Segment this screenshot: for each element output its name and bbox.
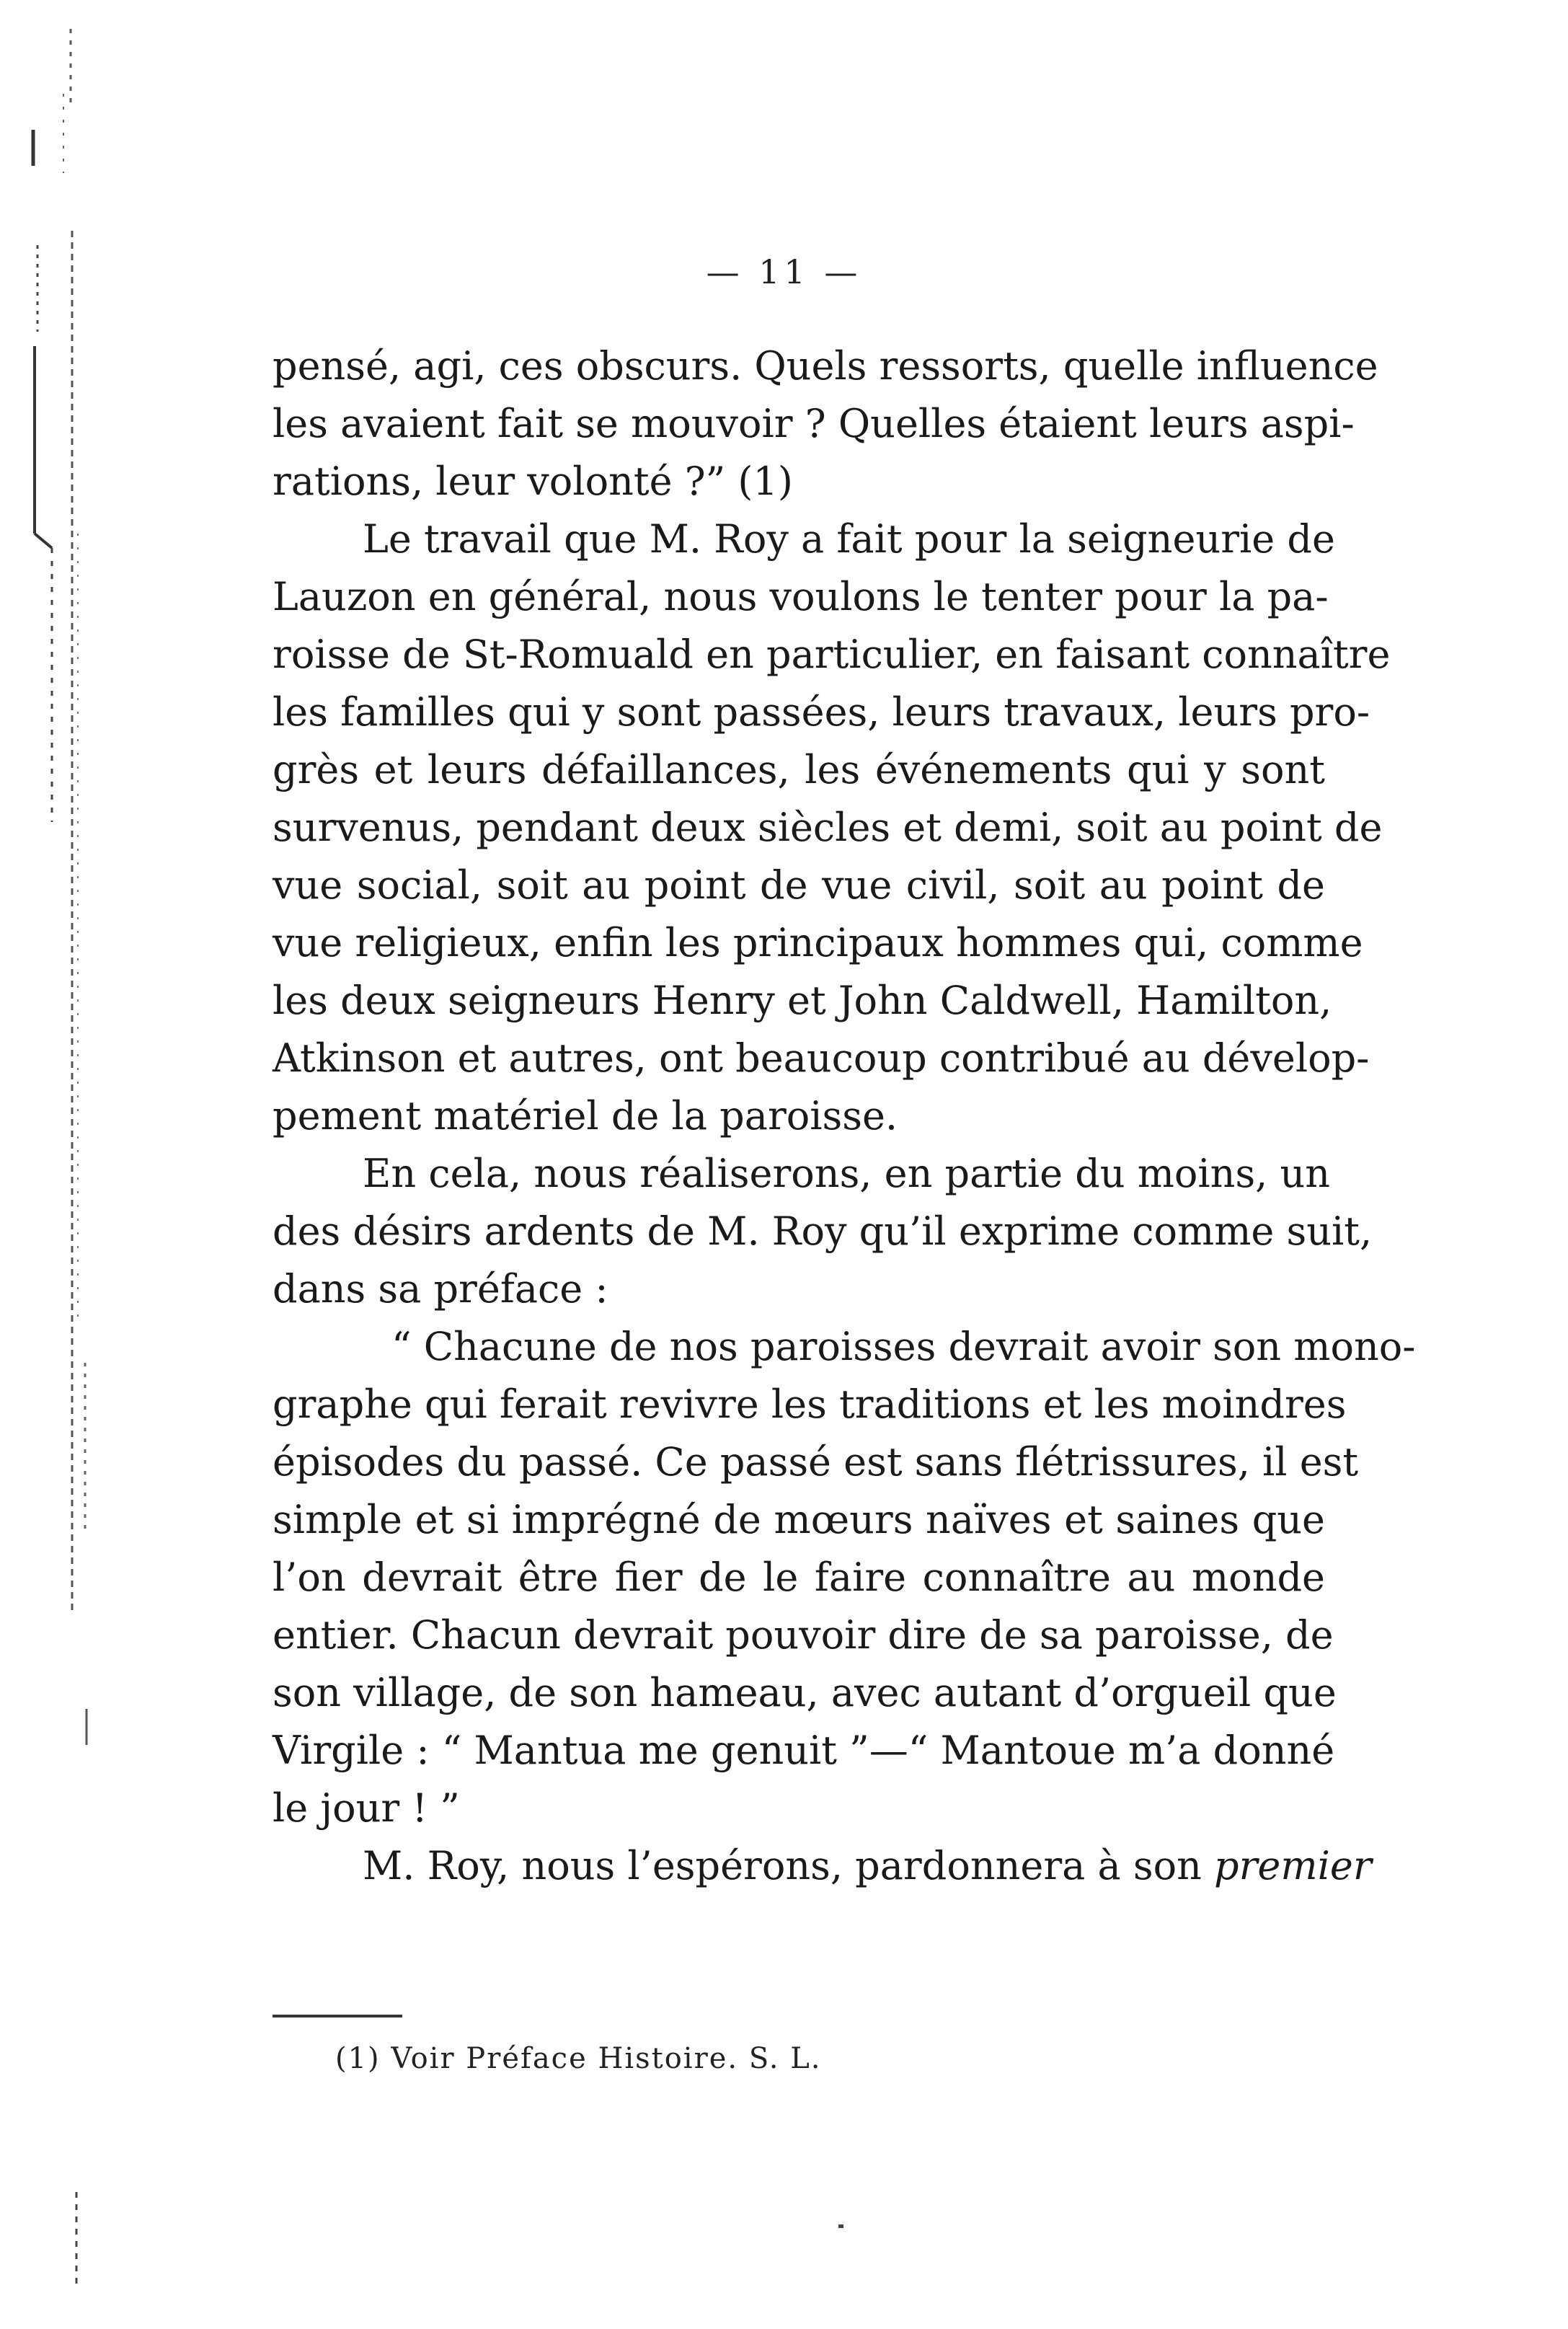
- text-line: dans sa préface :: [273, 1266, 608, 1312]
- text-line: les familles qui y sont passées, leurs travaux, leurs pro-: [273, 689, 1370, 735]
- text-line: Le travail que M. Roy a fait pour la seigneurie de: [363, 516, 1335, 562]
- final-line-text: M. Roy, nous l’espérons, pardonnera à son: [363, 1843, 1215, 1888]
- scan-speck: [838, 2224, 843, 2228]
- text-line: En cela, nous réaliserons, en partie du moins, un: [363, 1151, 1331, 1196]
- text-line: simple et si imprégné de mœurs naïves et saines que: [273, 1497, 1325, 1542]
- text-line: son village, de son hameau, avec autant d’orgueil que: [273, 1670, 1337, 1715]
- text-line: les avaient fait se mouvoir ? Quelles étaient leurs aspi-: [273, 401, 1355, 446]
- footnote: (1) Voir Préface Histoire. S. L.: [335, 2042, 822, 2075]
- text-line: vue religieux, enfin les principaux hommes qui, comme: [273, 920, 1363, 965]
- text-line: l’on devrait être fier de le faire connaître au monde: [273, 1555, 1325, 1600]
- text-line-final: [273, 1837, 1372, 1895]
- text-line: le jour ! ”: [273, 1785, 460, 1831]
- text-line: Lauzon en général, nous voulons le tenter pour la pa-: [273, 574, 1329, 619]
- text-line: “ Chacune de nos paroisses devrait avoir son mono-: [391, 1324, 1416, 1369]
- text-line: pement matériel de la paroisse.: [273, 1093, 898, 1139]
- text-line: épisodes du passé. Ce passé est sans flétrissures, il est: [273, 1439, 1359, 1485]
- body-text: [273, 337, 1416, 1895]
- text-line: grès et leurs défaillances, les événements qui y sont: [273, 747, 1325, 792]
- text-line: Virgile : “ Mantua me genuit ”—“ Mantoue m’a donné: [273, 1728, 1335, 1773]
- text-line: Atkinson et autres, ont beaucoup contribué au dévelop-: [273, 1035, 1370, 1081]
- text-line: les deux seigneurs Henry et John Caldwell, Hamilton,: [273, 978, 1332, 1023]
- footnote-rule: [273, 2015, 402, 2018]
- text-line: vue social, soit au point de vue civil, soit au point de: [273, 862, 1325, 908]
- final-line-italic-word: premier: [1214, 1843, 1372, 1888]
- text-line: pensé, agi, ces obscurs. Quels ressorts, quelle influence: [273, 343, 1378, 389]
- text-line: graphe qui ferait revivre les traditions et les moindres: [273, 1382, 1347, 1427]
- text-line: roisse de St-Romuald en particulier, en faisant connaître: [273, 632, 1391, 677]
- text-line: des désirs ardents de M. Roy qu’il exprime comme suit,: [273, 1208, 1373, 1254]
- text-line: entier. Chacun devrait pouvoir dire de sa paroisse, de: [273, 1612, 1334, 1658]
- text-line: survenus, pendant deux siècles et demi, soit au point de: [273, 805, 1383, 850]
- binding-edge-scan-marks: [27, 29, 92, 2300]
- text-line: rations, leur volonté ?” (1): [273, 459, 793, 504]
- page-number: — 11 —: [706, 252, 862, 291]
